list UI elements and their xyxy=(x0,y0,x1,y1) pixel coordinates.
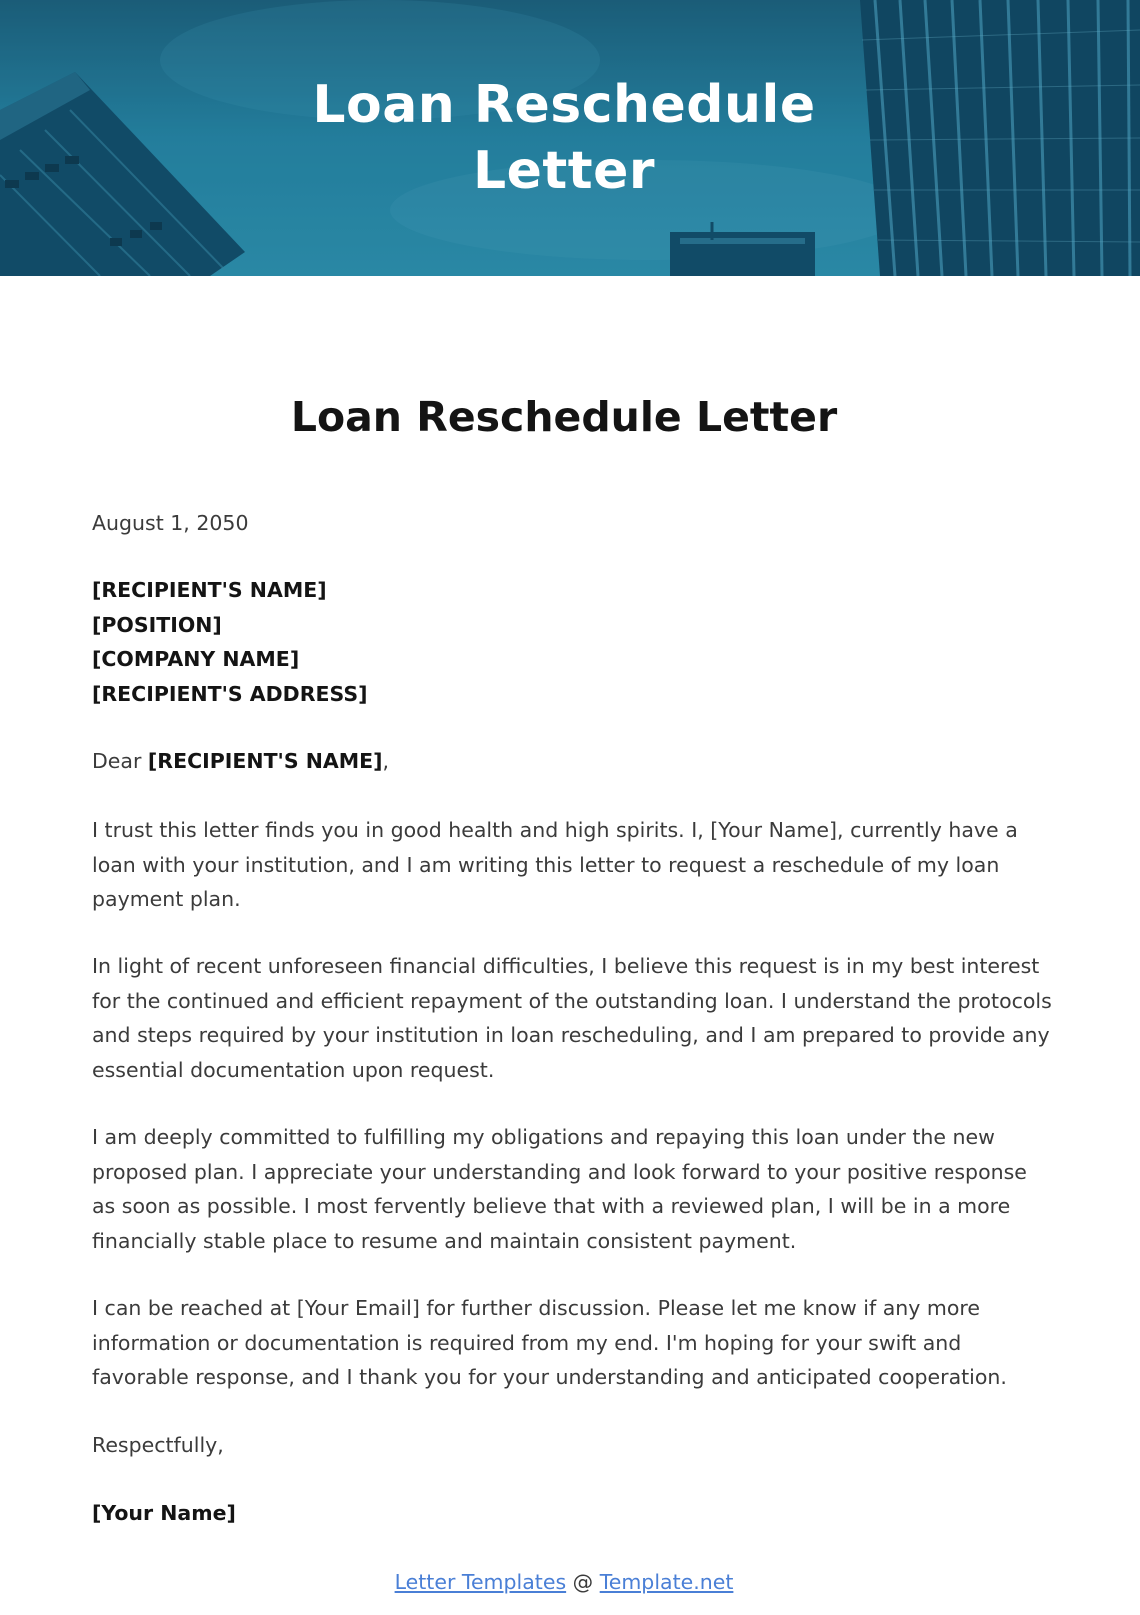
recipient-block xyxy=(92,573,1052,711)
template-net-link[interactable]: Template.net xyxy=(599,1570,734,1594)
banner-title-line2: Letter xyxy=(472,141,656,201)
signature: [Your Name] xyxy=(92,1501,236,1525)
paragraph-4: I can be reached at [Your Email] for further discussion. Please let me know if any more information or documentation is required from my end. I'm hoping for your swift and favorable response, and I thank you for your understanding and anticipated cooperation. xyxy=(92,1296,1007,1389)
recipient-name: [RECIPIENT'S NAME] xyxy=(92,578,327,602)
salutation-prefix: Dear xyxy=(92,749,142,773)
banner-title-line1: Loan Reschedule xyxy=(312,75,816,135)
salutation-suffix: , xyxy=(382,749,390,773)
paragraph-2: In light of recent unforeseen financial difficulties, I believe this request is in my best interest for the continued and efficient repayment of the outstanding loan. I understand the protocols and steps required by your institution in loan rescheduling, and I am prepared to provide any essential documentation upon request. xyxy=(92,954,1052,1082)
footer-credit xyxy=(0,1565,1128,1599)
closing: Respectfully, xyxy=(92,1433,224,1457)
footer-separator: @ xyxy=(572,1570,594,1594)
recipient-company: [COMPANY NAME] xyxy=(92,647,300,671)
salutation-name: [RECIPIENT'S NAME] xyxy=(147,749,383,773)
paragraph-1: I trust this letter finds you in good health and high spirits. I, [Your Name], currently have a loan with your institution, and I am writing this letter to request a reschedule of my loan payment plan. xyxy=(92,818,1018,911)
recipient-address: [RECIPIENT'S ADDRESS] xyxy=(92,681,368,706)
banner-title xyxy=(0,72,1128,204)
letter-templates-link[interactable]: Letter Templates xyxy=(394,1570,567,1594)
letter-date: August 1, 2050 xyxy=(92,511,249,535)
paragraph-3: I am deeply committed to fulfilling my obligations and repaying this loan under the new proposed plan. I appreciate your understanding and look forward to your positive response as soon as possible. I most fervently believe that with a reviewed plan, I will be in a more financially stable place to resume and maintain consistent payment. xyxy=(92,1125,1027,1253)
salutation xyxy=(92,744,1052,779)
document-title: Loan Reschedule Letter xyxy=(290,393,838,441)
header-banner xyxy=(0,0,1140,276)
recipient-position: [POSITION] xyxy=(92,612,222,637)
